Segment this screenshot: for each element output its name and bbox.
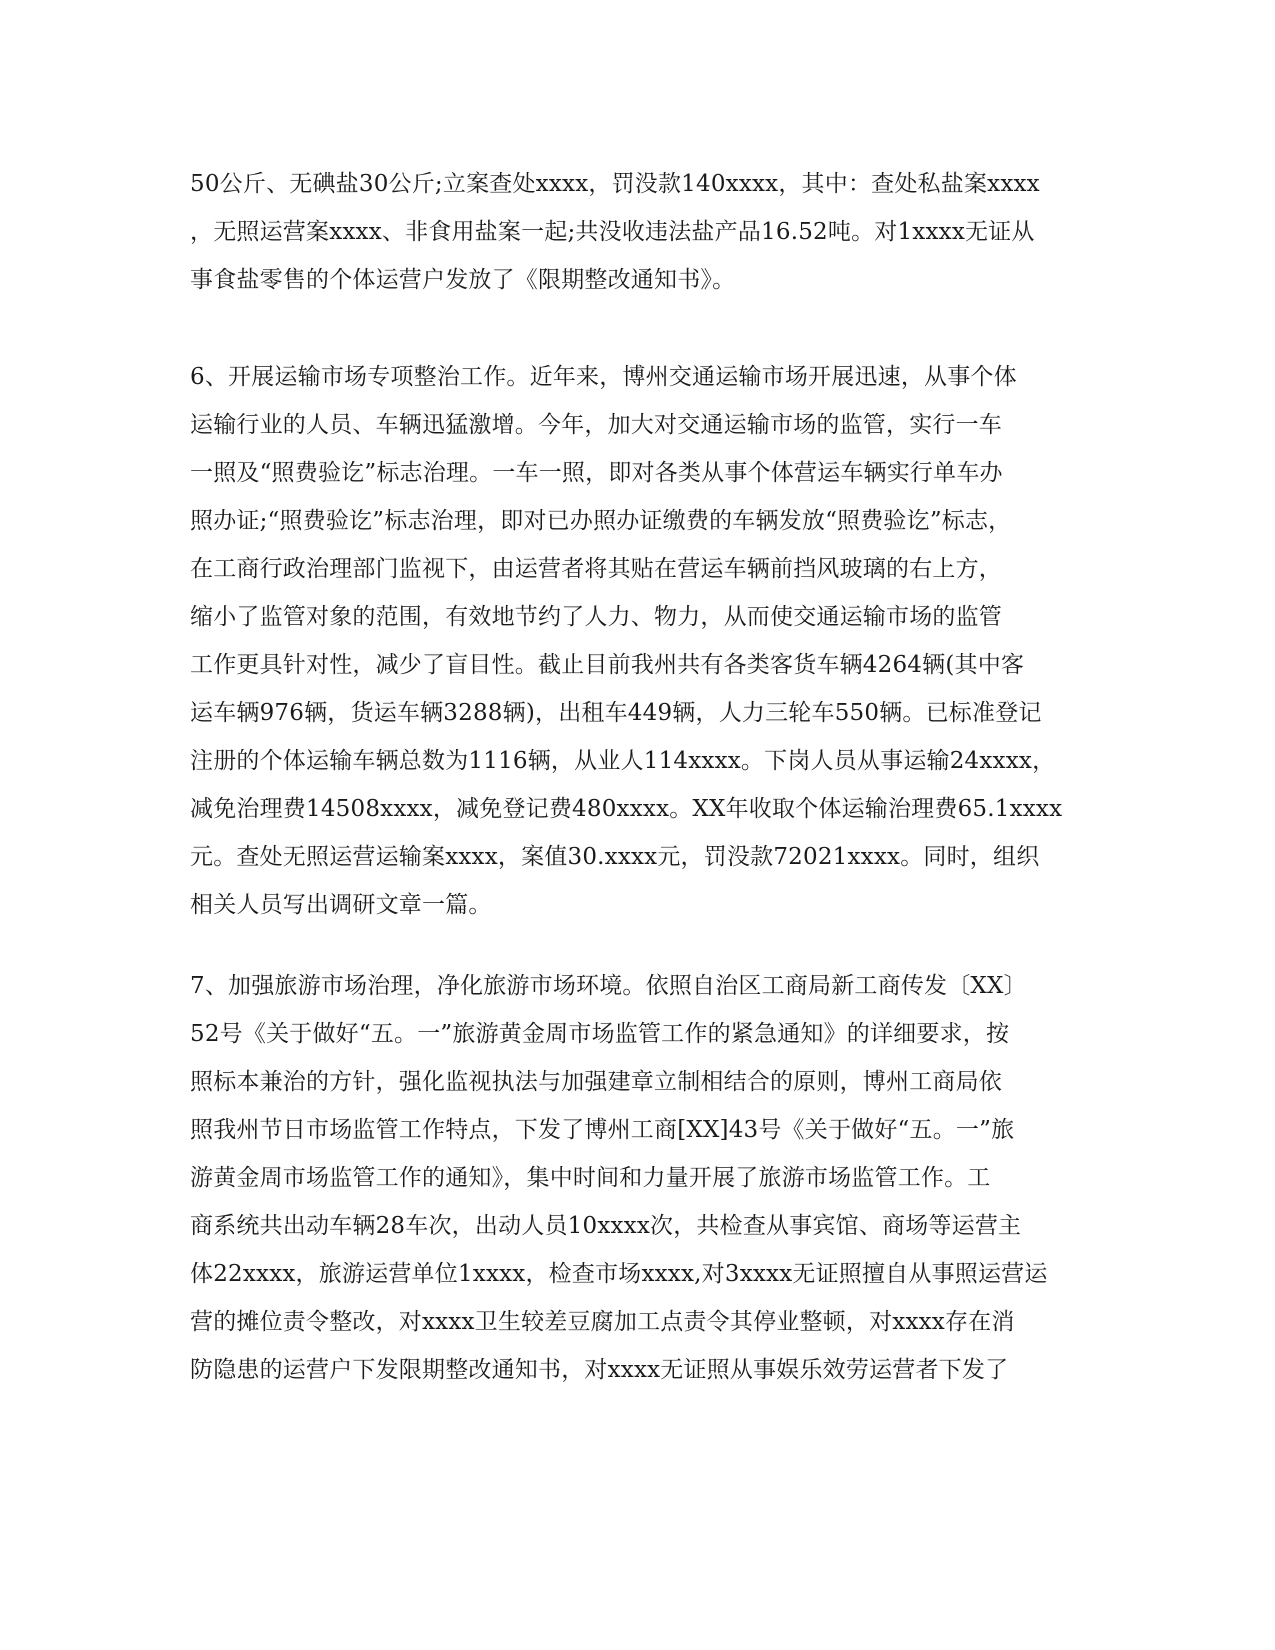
text-line: 元。查处无照运营运输案xxxx，案值30.xxxx元，罚没款72021xxxx。同时，组织 xyxy=(190,844,1040,870)
text-line: 7、加强旅游市场治理，净化旅游市场环境。依照自治区工商局新工商传发〔XX〕 xyxy=(190,973,1027,999)
text-line: 50公斤、无碘盐30公斤;立案查处xxxx，罚没款140xxxx，其中：查处私盐案xxxx xyxy=(190,171,1040,197)
text-line: 体22xxxx，旅游运营单位1xxxx，检查市场xxxx,对3xxxx无证照擅自从事照运营运 xyxy=(190,1261,1048,1287)
paragraph-tourism-market xyxy=(190,962,1090,1394)
text-line: 事食盐零售的个体运营户发放了《限期整改通知书》。 xyxy=(190,267,736,293)
text-line: 一照及“照费验讫”标志治理。一车一照，即对各类从事个体营运车辆实行单车办 xyxy=(190,460,1003,486)
paragraph-salt-enforcement xyxy=(190,160,1090,304)
text-line: 工作更具针对性，减少了盲目性。截止目前我州共有各类客货车辆4264辆(其中客 xyxy=(190,652,1025,678)
text-line: 营的摊位责令整改，对xxxx卫生较差豆腐加工点责令其停业整顿，对xxxx存在消 xyxy=(190,1309,1015,1335)
text-line: 注册的个体运输车辆总数为1116辆，从业人114xxxx。下岗人员从事运输24xxxx， xyxy=(190,748,1056,774)
text-line: 商系统共出动车辆28车次，出动人员10xxxx次，共检查从事宾馆、商场等运营主 xyxy=(190,1213,1022,1239)
text-line: 52号《关于做好“五。一”旅游黄金周市场监管工作的紧急通知》的详细要求，按 xyxy=(190,1021,1010,1047)
text-line: 照我州节日市场监管工作特点，下发了博州工商[XX]43号《关于做好“五。一”旅 xyxy=(190,1117,1015,1143)
text-line: 减免治理费14508xxxx，减免登记费480xxxx。XX年收取个体运输治理费65.1xxxx xyxy=(190,796,1063,822)
text-line: ，无照运营案xxxx、非食用盐案一起;共没收违法盐产品16.52吨。对1xxxx无证从 xyxy=(190,219,1035,245)
text-line: 照办证;“照费验讫”标志治理，即对已办照办证缴费的车辆发放“照费验讫”标志， xyxy=(190,508,1012,534)
text-line: 照标本兼治的方针，强化监视执法与加强建章立制相结合的原则，博州工商局依 xyxy=(190,1069,1002,1095)
paragraph-transport-market xyxy=(190,353,1090,929)
text-line: 在工商行政治理部门监视下，由运营者将其贴在营运车辆前挡风玻璃的右上方， xyxy=(190,556,1002,582)
text-line: 相关人员写出调研文章一篇。 xyxy=(190,892,492,918)
text-line: 游黄金周市场监管工作的通知》，集中时间和力量开展了旅游市场监管工作。工 xyxy=(190,1165,991,1191)
text-line: 防隐患的运营户下发限期整改通知书，对xxxx无证照从事娱乐效劳运营者下发了 xyxy=(190,1357,1009,1383)
text-line: 缩小了监管对象的范围，有效地节约了人力、物力，从而使交通运输市场的监管 xyxy=(190,604,1002,630)
text-line: 运车辆976辆，货运车辆3288辆)，出租车449辆，人力三轮车550辆。已标准登记 xyxy=(190,700,1042,726)
text-line: 6、开展运输市场专项整治工作。近年来，博州交通运输市场开展迅速，从事个体 xyxy=(190,364,1017,390)
text-line: 运输行业的人员、车辆迅猛激增。今年，加大对交通运输市场的监管，实行一车 xyxy=(190,412,1002,438)
